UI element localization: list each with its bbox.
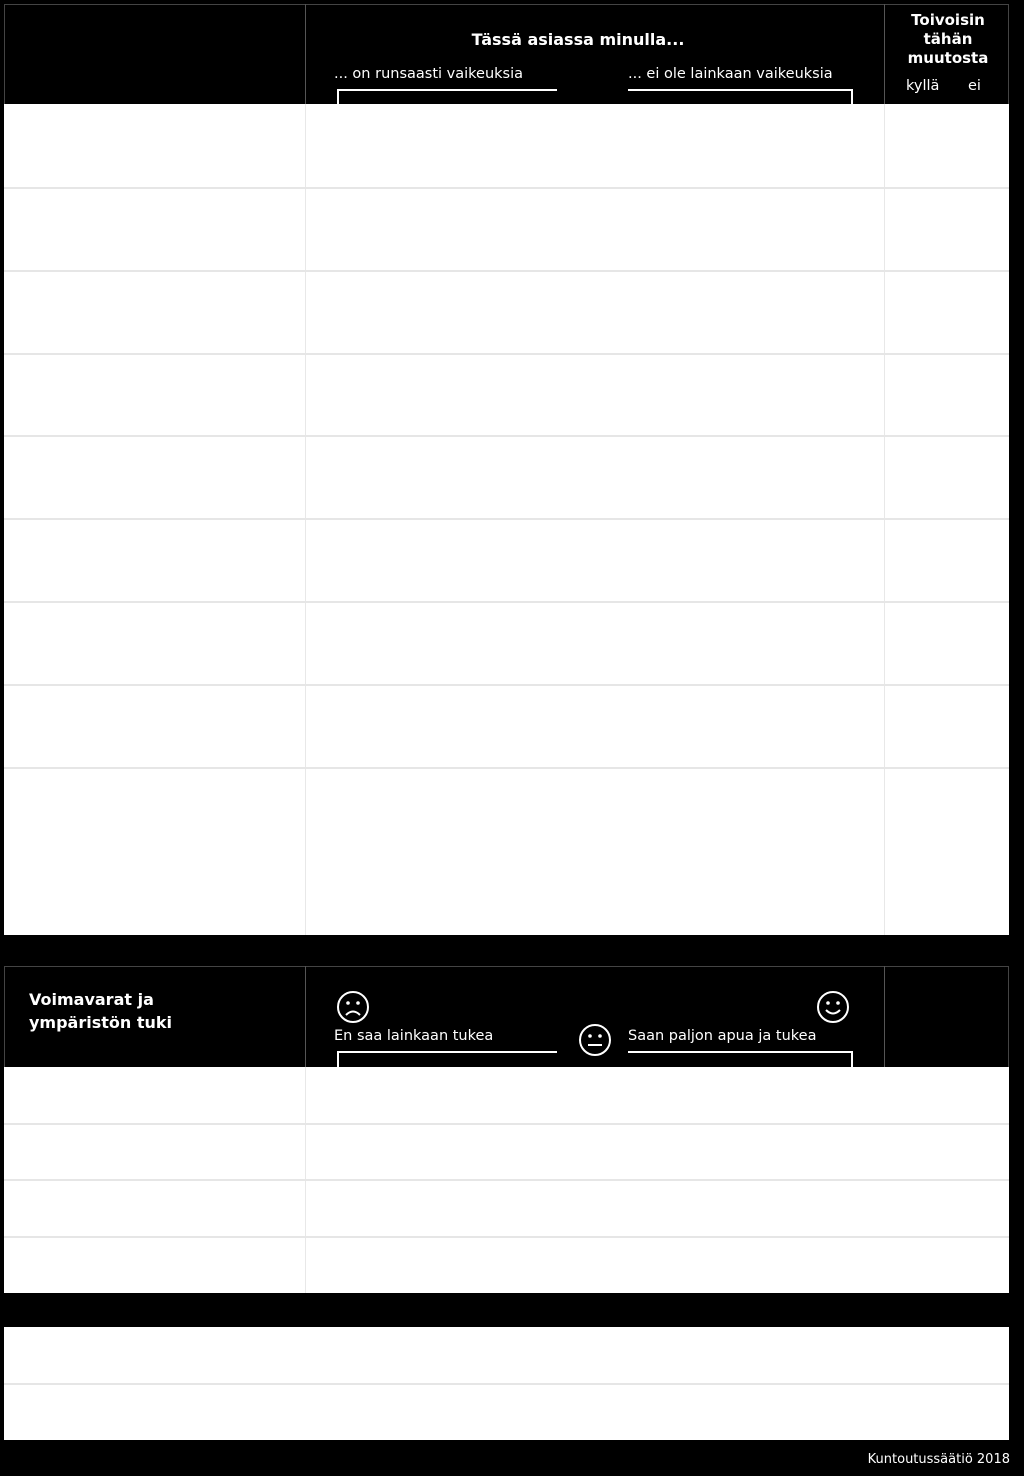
table-row[interactable] bbox=[4, 769, 1009, 935]
table-row[interactable] bbox=[4, 1385, 1009, 1440]
table-row[interactable] bbox=[4, 603, 1009, 684]
table-row[interactable] bbox=[4, 1067, 1009, 1123]
table-row[interactable] bbox=[4, 1181, 1009, 1236]
difficulty-header: Tässä asiassa minulla... bbox=[471, 30, 685, 49]
table-row[interactable] bbox=[4, 1327, 1009, 1383]
support-bracket-right bbox=[628, 1051, 853, 1053]
assessment-table bbox=[4, 104, 1009, 935]
support-left-label: En saa lainkaan tukea bbox=[334, 1028, 494, 1044]
neutral-face-icon bbox=[578, 1023, 612, 1057]
table-row[interactable] bbox=[4, 189, 1009, 270]
happy-face-icon bbox=[816, 990, 850, 1024]
support-bracket-left bbox=[337, 1051, 557, 1053]
scale-bracket-left bbox=[337, 89, 557, 91]
support-divider-right bbox=[884, 966, 885, 1067]
table-row[interactable] bbox=[4, 104, 1009, 187]
change-no-label: ei bbox=[968, 78, 981, 94]
copyright-text: Kuntoutussäätiö 2018 bbox=[867, 1452, 1010, 1467]
support-table bbox=[4, 1067, 1009, 1293]
table-row[interactable] bbox=[4, 686, 1009, 767]
scale-bracket-right bbox=[628, 89, 853, 91]
header-divider-right bbox=[884, 4, 885, 104]
support-right-label: Saan paljon apua ja tukea bbox=[628, 1028, 817, 1044]
table-row[interactable] bbox=[4, 272, 1009, 353]
table-row[interactable] bbox=[4, 520, 1009, 601]
table-row[interactable] bbox=[4, 1238, 1009, 1293]
difficulty-right-label: ... ei ole lainkaan vaikeuksia bbox=[628, 66, 833, 82]
scale-bracket-right-tick bbox=[851, 89, 853, 104]
change-header: Toivoisin tähän muutosta bbox=[907, 11, 989, 67]
table-row[interactable] bbox=[4, 355, 1009, 435]
scale-bracket-left-tick bbox=[337, 89, 339, 104]
change-yes-label: kyllä bbox=[906, 78, 940, 94]
difficulty-left-label: ... on runsaasti vaikeuksia bbox=[334, 66, 524, 82]
support-bracket-right-tick bbox=[851, 1051, 853, 1067]
support-divider-left bbox=[305, 966, 306, 1067]
table-row[interactable] bbox=[4, 437, 1009, 518]
support-bracket-left-tick bbox=[337, 1051, 339, 1067]
header-divider-left bbox=[305, 4, 306, 104]
support-title: Voimavarat ja ympäristön tuki bbox=[29, 990, 173, 1032]
sad-face-icon bbox=[336, 990, 370, 1024]
notes-table bbox=[4, 1327, 1009, 1440]
table-row[interactable] bbox=[4, 1125, 1009, 1179]
